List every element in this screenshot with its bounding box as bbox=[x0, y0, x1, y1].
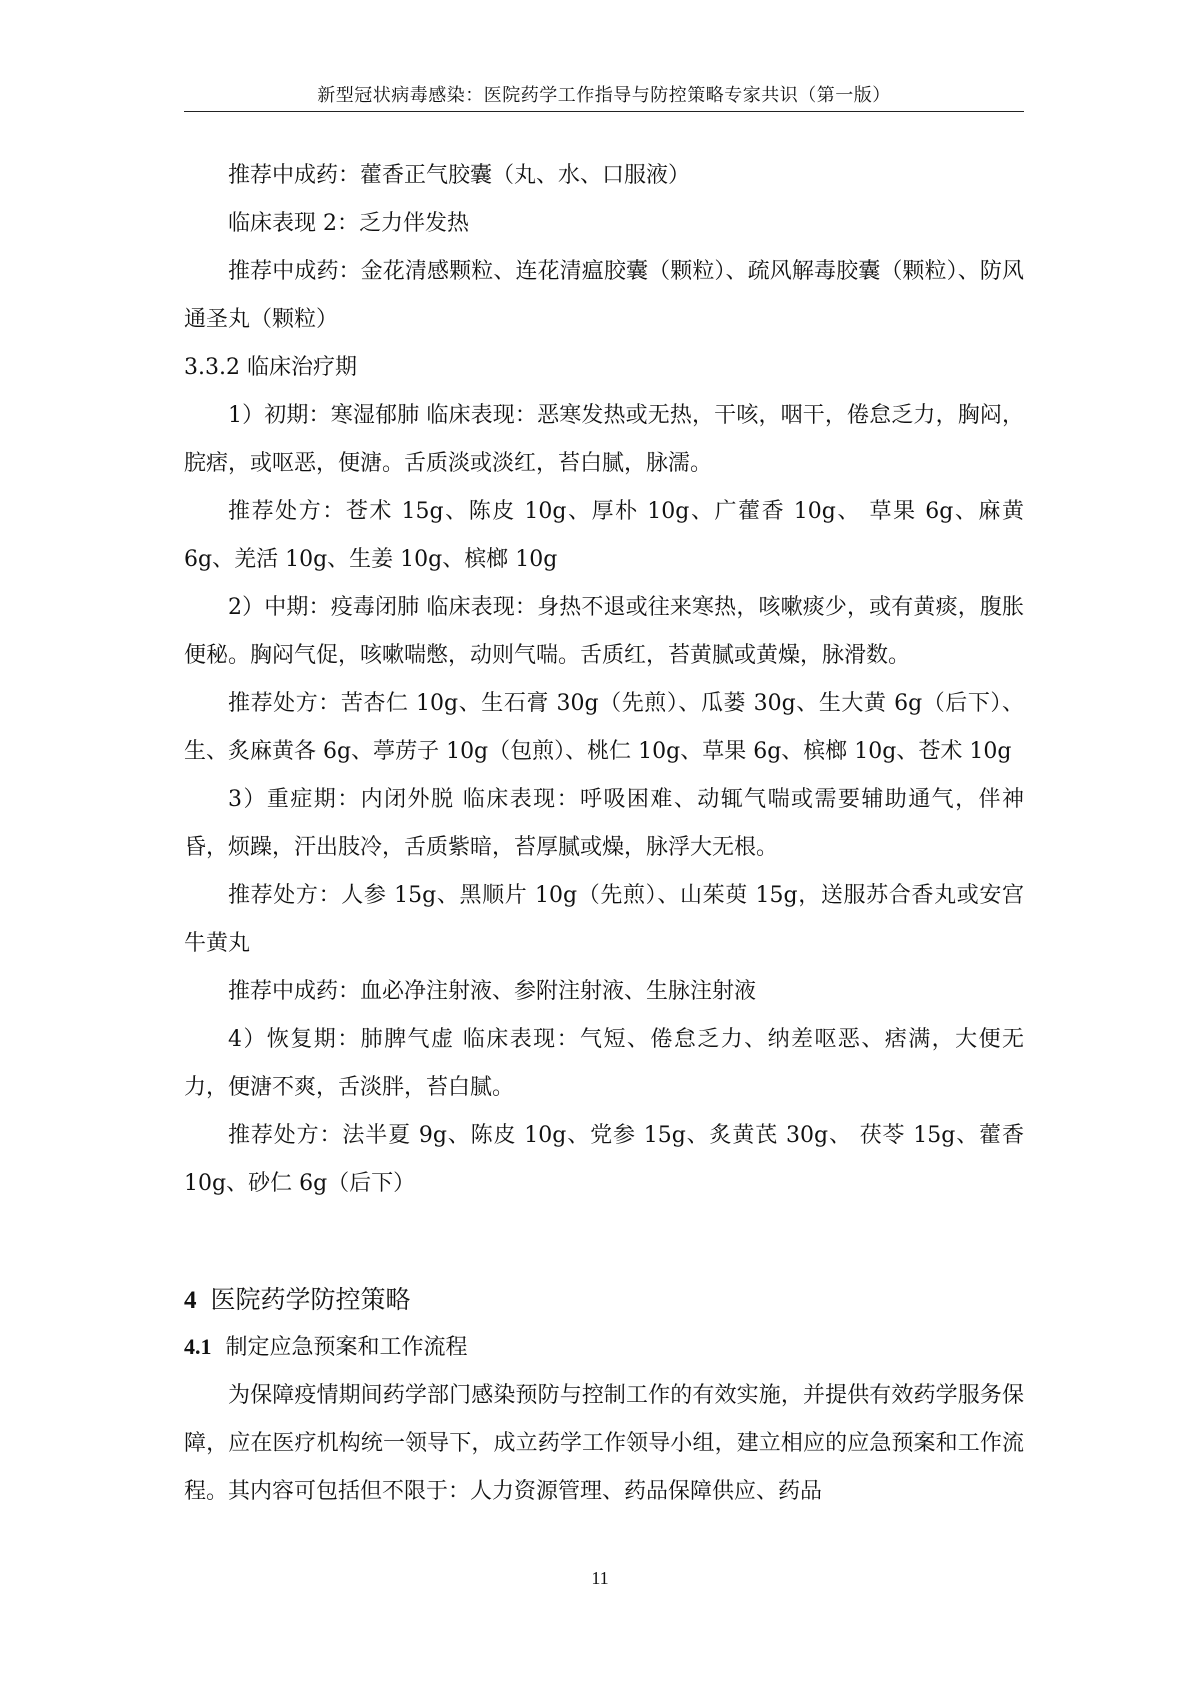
page-number: 11 bbox=[591, 1568, 609, 1588]
paragraph: 4）恢复期：肺脾气虚 临床表现：气短、倦怠乏力、纳差呕恶、痞满，大便无 力，便溏不爽，舌淡胖，苔白腻。 bbox=[184, 1027, 1024, 1100]
paragraph: 为保障疫情期间药学部门感染预防与控制工作的有效实施，并提供有效药学服务保障，应在医疗机构统一领导下，成立药学工作领导小组，建立相应的应急预案和工作流程。其内容可包括但不限于：人力资源管理、药品保障供应、药品 bbox=[184, 1383, 1024, 1504]
paragraph: 3）重症期：内闭外脱 临床表现：呼吸困难、动辄气喘或需要辅助通气，伴神 昏，烦躁，汗出肢冷，舌质紫暗，苔厚腻或燥，脉浮大无根。 bbox=[184, 787, 1024, 860]
section-number: 4 bbox=[184, 1287, 197, 1314]
paragraph: 推荐中成药：血必净注射液、参附注射液、生脉注射液 bbox=[228, 979, 757, 1004]
paragraph: 推荐处方：法半夏 9g、陈皮 10g、党参 15g、炙黄芪 30g、 茯苓 15g、藿香 10g、砂仁 6g（后下） bbox=[184, 1123, 1024, 1196]
header-title: 新型冠状病毒感染：医院药学工作指导与防控策略专家共识（第一版） bbox=[317, 85, 891, 106]
paragraph: 临床表现 2：乏力伴发热 bbox=[228, 211, 469, 236]
subsection-heading: 3.3.2 临床治疗期 bbox=[184, 355, 357, 380]
page-content bbox=[184, 152, 1024, 1516]
paragraph: 1）初期：寒湿郁肺 临床表现：恶寒发热或无热，干咳，咽干，倦怠乏力，胸闷，脘痞，或呕恶，便溏。舌质淡或淡红，苔白腻，脉濡。 bbox=[184, 403, 1024, 476]
paragraph: 推荐处方：苦杏仁 10g、生石膏 30g（先煎）、瓜蒌 30g、生大黄 6g（后下）、生、炙麻黄各 6g、葶苈子 10g（包煎）、桃仁 10g、草果 6g、槟榔 10g、苍术 10g bbox=[184, 691, 1024, 764]
subsection-heading bbox=[184, 1327, 1024, 1368]
subsection-title: 制定应急预案和工作流程 bbox=[225, 1335, 468, 1360]
paragraph: 推荐处方：苍术 15g、陈皮 10g、厚朴 10g、广藿香 10g、 草果 6g、麻黄 6g、羌活 10g、生姜 10g、槟榔 10g bbox=[184, 499, 1024, 572]
header-divider bbox=[184, 111, 1024, 112]
section-title: 医院药学防控策略 bbox=[210, 1285, 411, 1314]
subsection-number: 4.1 bbox=[184, 1334, 212, 1359]
section-heading bbox=[184, 1280, 1024, 1321]
paragraph: 推荐处方：人参 15g、黑顺片 10g（先煎）、山茱萸 15g，送服苏合香丸或安宫牛黄丸 bbox=[184, 883, 1024, 956]
paragraph: 推荐中成药：藿香正气胶囊（丸、水、口服液） bbox=[228, 163, 691, 188]
paragraph: 2）中期：疫毒闭肺 临床表现：身热不退或往来寒热，咳嗽痰少，或有黄痰，腹胀便秘。胸闷气促，咳嗽喘憋，动则气喘。舌质红，苔黄腻或黄燥，脉滑数。 bbox=[184, 595, 1024, 668]
paragraph: 推荐中成药：金花清感颗粒、连花清瘟胶囊（颗粒）、疏风解毒胶囊（颗粒）、防风通圣丸（颗粒） bbox=[184, 259, 1024, 332]
